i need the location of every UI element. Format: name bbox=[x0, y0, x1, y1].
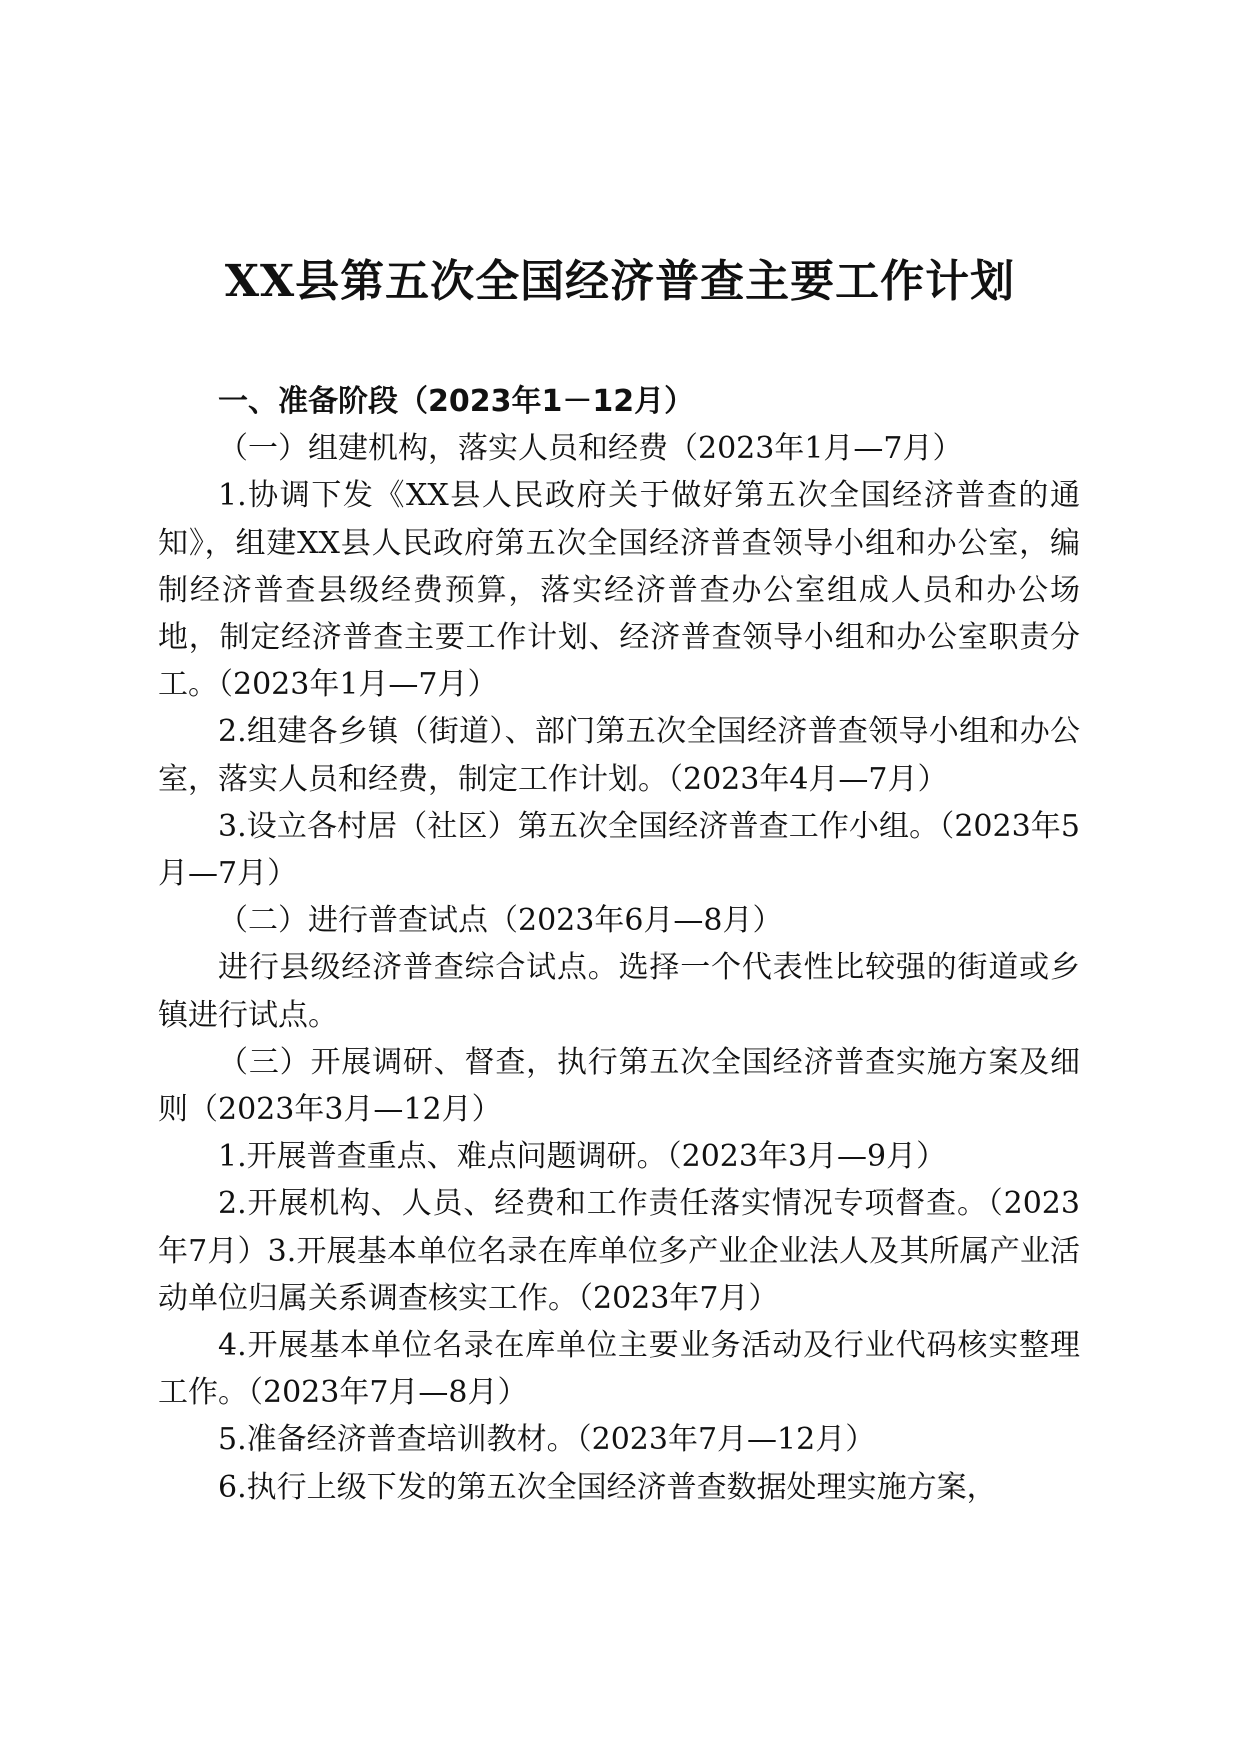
document-body bbox=[158, 378, 1080, 1511]
paragraph-item-3-6: 6.执行上级下发的第五次全国经济普查数据处理实施方案， bbox=[218, 1469, 997, 1505]
paragraph-item-3: 3.设立各村居（社区）第五次全国经济普查工作小组。（2023年5月—7月） bbox=[158, 808, 1080, 892]
section-heading-preparation: 一、准备阶段（2023年1－12月） bbox=[218, 384, 695, 419]
paragraph-pilot: 进行县级经济普查综合试点。选择一个代表性比较强的街道或乡镇进行试点。 bbox=[158, 950, 1080, 1033]
document-title: XX县第五次全国经济普查主要工作计划 bbox=[224, 256, 1016, 307]
subsection-heading-3: （三）开展调研、督查，执行第五次全国经济普查实施方案及细则（2023年3月—12月） bbox=[158, 1044, 1080, 1128]
paragraph-item-3-4: 4.开展基本单位名录在库单位主要业务活动及行业代码核实整理工作。（2023年7月—8月） bbox=[158, 1328, 1080, 1411]
paragraph-item-3-1: 1.开展普查重点、难点问题调研。（2023年3月—9月） bbox=[218, 1139, 947, 1175]
paragraph-item-3-5: 5.准备经济普查培训教材。（2023年7月—12月） bbox=[218, 1422, 876, 1458]
subsection-heading-2: （二）进行普查试点（2023年6月—8月） bbox=[218, 903, 783, 939]
paragraph-item-1: 1.协调下发《XX县人民政府关于做好第五次全国经济普查的通知》，组建XX县人民政府第五次全国经济普查领导小组和办公室，编制经济普查县级经费预算，落实经济普查办公室组成人员和办公场地，制定经济普查主要工作计划、经济普查领导小组和办公室职责分工。（2023年1月—7月） bbox=[158, 478, 1080, 703]
paragraph-item-2: 2.组建各乡镇（街道）、部门第五次全国经济普查领导小组和办公室，落实人员和经费，制定工作计划。（2023年4月—7月） bbox=[158, 714, 1080, 797]
paragraph-item-3-2: 2.开展机构、人员、经费和工作责任落实情况专项督查。（2023年7月）3.开展基本单位名录在库单位多产业企业法人及其所属产业活动单位归属关系调查核实工作。（2023年7月） bbox=[158, 1186, 1080, 1316]
subsection-heading-1: （一）组建机构，落实人员和经费（2023年1月—7月） bbox=[218, 431, 963, 467]
